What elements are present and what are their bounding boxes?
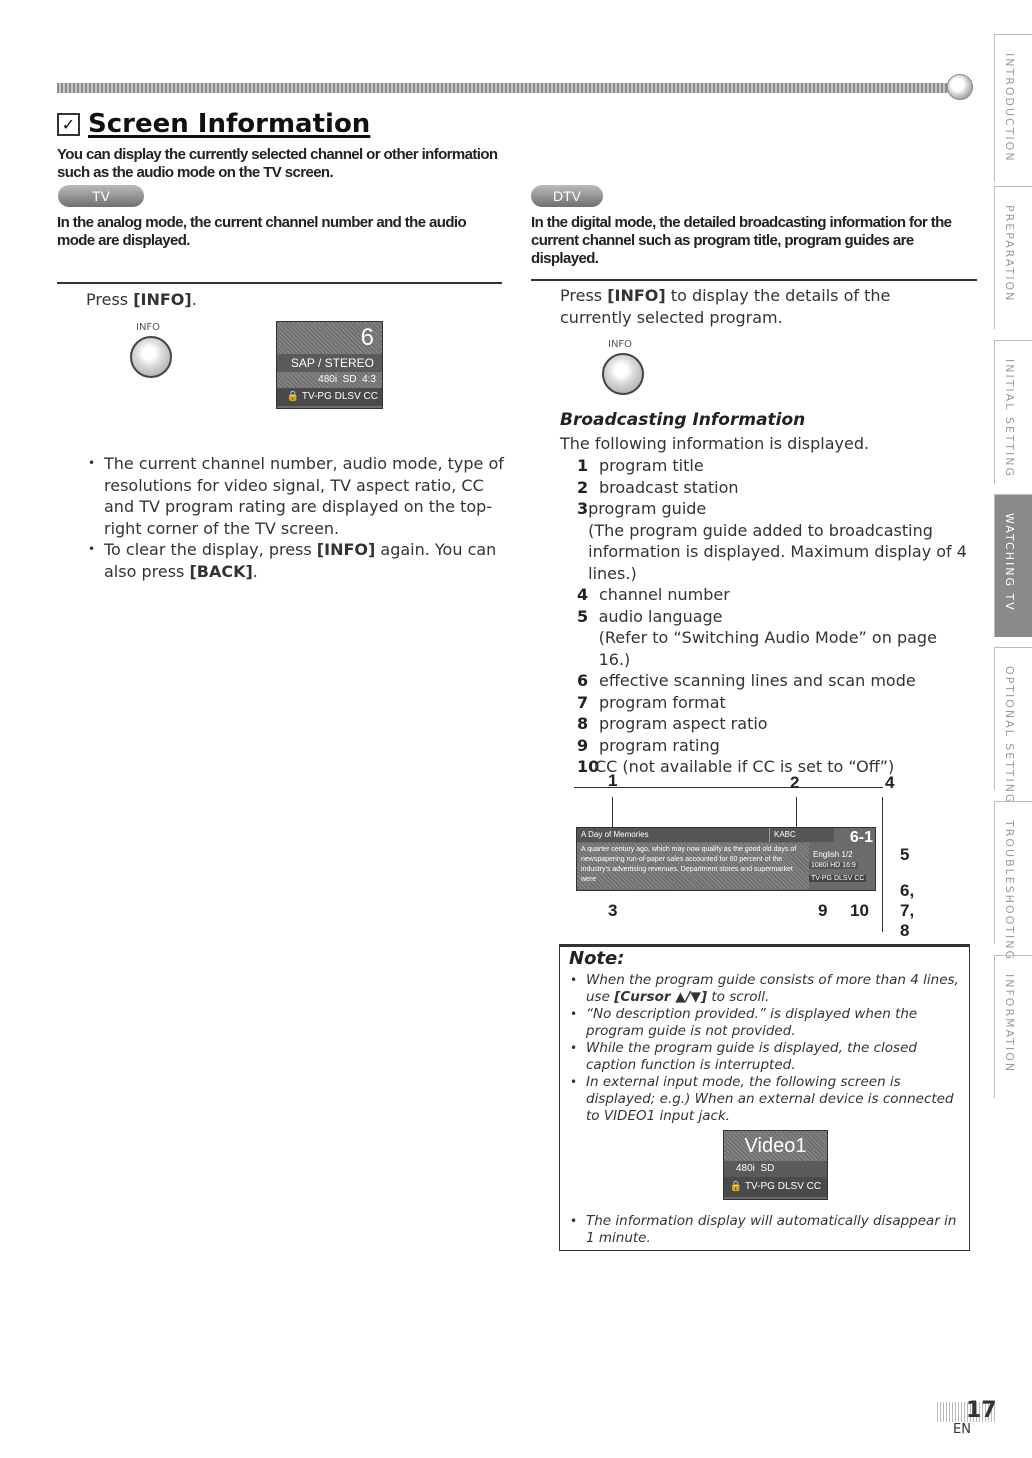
page-number: 17 [966, 1398, 997, 1423]
digital-desc: In the digital mode, the detailed broadcasting information for the current channel such as program title, program guides are displayed. [531, 214, 952, 267]
tab-initial-setting[interactable]: INITIAL SETTING [994, 340, 1032, 484]
dtv-title-row [577, 828, 875, 842]
section-title: ✓ Screen Information [57, 109, 370, 139]
list-item: 3 program guide (The program guide added to broadcasting information is displayed. Maximum display of 4 lines.) [577, 499, 967, 583]
broadcast-info-heading: Broadcasting Information [560, 410, 806, 430]
section-intro: You can display the currently selected channel or other information such as the audio mode on the TV screen. [57, 146, 498, 181]
analog-press: Press [INFO]. [86, 290, 197, 309]
tab-optional-setting[interactable]: OPTIONAL SETTING [994, 647, 1032, 790]
analog-audio-row: SAP / STEREO [277, 354, 382, 372]
digital-press: Press [INFO] to display the details of the currently selected program. [560, 286, 891, 327]
callout-line-4 [882, 797, 883, 932]
analog-format-row: 480i SD 4:3 [277, 372, 382, 388]
note-list-end [568, 1213, 963, 1247]
analog-desc: In the analog mode, the current channel number and the audio mode are displayed. [57, 214, 467, 249]
list-item: • While the program guide is displayed, the closed caption function is interrupted. [568, 1040, 963, 1074]
callout-10: 10 [850, 901, 869, 920]
list-item: 9 program rating [577, 735, 720, 755]
list-item: 8 program aspect ratio [577, 714, 768, 733]
video1-format-row: 480i SD [724, 1161, 827, 1177]
tab-introduction[interactable]: INTRODUCTION [994, 34, 1032, 182]
channel-number: 6-1 [849, 829, 873, 846]
format-row: 1080i HD 16:9 [811, 862, 856, 869]
callout-line-1 [612, 797, 613, 827]
callout-line-top [574, 787, 883, 788]
video1-label: Video1 [724, 1131, 827, 1161]
tab-information[interactable]: INFORMATION [994, 955, 1032, 1098]
info-button-label: INFO [136, 322, 161, 333]
analog-rule [57, 282, 502, 284]
note-box [559, 944, 970, 1251]
list-item: 2 broadcast station [577, 477, 739, 497]
callout-line-2 [796, 797, 797, 827]
digital-rule [531, 279, 977, 281]
callout-4: 4 [885, 773, 895, 792]
list-item: • The current channel number, audio mode, type of resolutions for video signal, TV aspect ratio, CC and TV program rating are displayed on the top-right corner of the TV screen. [86, 453, 506, 539]
dtv-info-screen [576, 827, 876, 891]
list-item: 10 CC (not available if CC is set to “Off”) [577, 757, 895, 776]
lock-icon: 🔒 [286, 391, 300, 402]
video1-screen [723, 1130, 828, 1200]
callout-9: 9 [818, 901, 828, 920]
callout-5: 5 [900, 845, 910, 864]
list-item: 1 program title [577, 456, 704, 475]
checkbox-icon: ✓ [57, 113, 80, 136]
list-item: • “No description provided.” is displayed when the program guide is not provided. [568, 1006, 963, 1040]
callout-6-7-8: 6, 7, 8 [900, 881, 915, 940]
page-language: EN [953, 1422, 971, 1437]
rating-row: TV-PG DLSV CC [811, 875, 865, 882]
callout-1: 1 [608, 771, 618, 790]
list-item: 4 channel number [577, 585, 730, 604]
tab-troubleshooting[interactable]: TROUBLESHOOTING [994, 801, 1032, 944]
broadcast-info-list [577, 455, 967, 778]
list-item: • In external input mode, the following screen is displayed; e.g.) When an external device is connected to VIDEO1 input jack. [568, 1074, 963, 1125]
list-item: 7 program format [577, 692, 726, 712]
list-item: 5 audio language (Refer to “Switching Audio Mode” on page 16.) [577, 606, 937, 669]
digital-info-button-icon [602, 353, 644, 395]
dtv-info-diagram [574, 771, 915, 940]
tab-preparation[interactable]: PREPARATION [994, 186, 1032, 329]
callout-2: 2 [790, 773, 800, 792]
callout-3: 3 [608, 901, 618, 920]
list-item: • To clear the display, press [INFO] again. You can also press [BACK]. [86, 539, 506, 582]
header-rule [57, 83, 962, 93]
program-title: A Day of Memories [577, 828, 769, 842]
dtv-badge: DTV [531, 185, 603, 207]
audio-language: English 1/2 [813, 850, 853, 859]
tab-watching-tv[interactable]: WATCHING TV [994, 494, 1032, 637]
analog-bullets [86, 453, 506, 582]
analog-channel-row [277, 322, 382, 354]
note-top-rule [560, 945, 969, 947]
analog-rating-row: 🔒 TV-PG DLSV CC [277, 388, 382, 406]
list-item: • When the program guide consists of more than 4 lines, use [Cursor ▲/▼] to scroll. [568, 972, 963, 1006]
header-circle [947, 74, 973, 100]
list-item: • The information display will automatically disappear in 1 minute. [568, 1213, 963, 1247]
lock-icon: 🔒 [729, 1181, 743, 1192]
note-title: Note: [569, 948, 625, 969]
program-guide: A quarter century ago, which may now qualify as the good old days of newspapering run-of-paper sales accounted for 60 percent of the industry's advertising revenues. Department stores and supermarket were [577, 843, 809, 889]
broadcast-station: KABC [769, 828, 834, 842]
tv-badge: TV [58, 185, 144, 207]
analog-channel-number: 6 [360, 324, 374, 351]
list-item: 6 effective scanning lines and scan mode [577, 671, 916, 690]
info-button-icon [130, 336, 172, 378]
analog-info-screen [276, 321, 383, 409]
broadcast-info-lead: The following information is displayed. [560, 434, 870, 453]
video1-rating-row: 🔒 TV-PG DLSV CC [724, 1177, 827, 1197]
digital-info-button-label: INFO [608, 339, 633, 350]
note-list [568, 972, 963, 1125]
